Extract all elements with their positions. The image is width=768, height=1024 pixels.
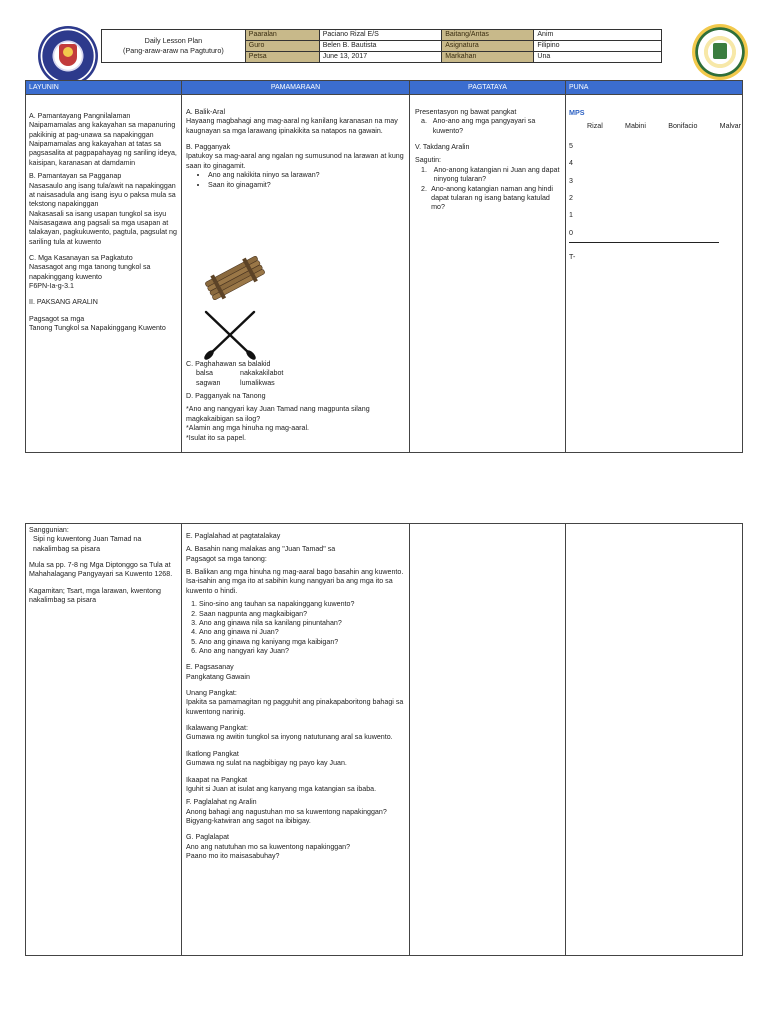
- list-item: • Saan ito ginagamit?: [208, 181, 406, 190]
- list-item: • Ano ang nakikita ninyo sa larawan?: [208, 171, 406, 180]
- procedure-text: *Alamin ang mga hinuha ng mag-aaral.: [186, 424, 310, 433]
- topic-text: Pagsagot sa mga: [29, 314, 85, 323]
- divider: [181, 80, 182, 453]
- paddles-image: [200, 308, 260, 362]
- procedure-text: Ipatukoy sa mag-aaral ang ngalan ng sumusunod na larawan at kung saan ito ginagamit.: [186, 152, 404, 170]
- group-heading: Ikalawang Pangkat:: [186, 724, 248, 733]
- vocabulary-word: sagwan: [196, 378, 221, 387]
- section-names-row: [569, 122, 741, 131]
- total-label: T-: [569, 253, 576, 262]
- title-line-1: Daily Lesson Plan: [144, 36, 203, 46]
- header-label: Guro: [245, 41, 319, 52]
- divider: [181, 523, 182, 956]
- group-heading: Ikatlong Pangkat: [186, 749, 239, 758]
- pamamaraan-content-lower: [186, 360, 406, 443]
- question-list: [186, 171, 406, 190]
- section-heading: F. Paglalahat ng Aralin: [186, 798, 257, 807]
- header-value: June 13, 2017: [319, 52, 442, 63]
- procedure-text: Anong bahagi ang nagustuhan mo sa kuwentong napakinggan? Bigyang-katwiran ang sagot na ibibigay.: [186, 807, 387, 825]
- vocabulary-row: [186, 379, 406, 388]
- list-item: 2. Saan nagpunta ang magkaibigan?: [199, 610, 406, 619]
- header-value: Filipino: [534, 41, 662, 52]
- group-heading: Unang Pangkat:: [186, 689, 237, 698]
- assessment-question: Ano-ano ang mga pangyayari sa kuwento?: [432, 117, 536, 135]
- assessment-text: Sagutin:: [415, 156, 442, 165]
- header-label: Paaralan: [245, 30, 319, 41]
- divider: [409, 80, 410, 453]
- header-table: [101, 29, 662, 63]
- list-item: 1. Sino-sino ang tauhan sa napakinggang kuwento?: [199, 600, 406, 609]
- title-line-2: (Pang-araw-araw na Pagtuturo): [123, 46, 224, 55]
- assessment-text: Presentasyon ng bawat pangkat: [415, 108, 517, 116]
- layunin-content: [29, 112, 177, 334]
- list-item: 5. Ano ang ginawa ng kaniyang mga kaibigan?: [199, 638, 406, 647]
- group-heading: Ikaapat na Pangkat: [186, 775, 248, 784]
- pamamaraan-content-page-2: [186, 532, 406, 861]
- homework-question: Ano-anong katangian ni Juan ang dapat ninyong tularan?: [433, 165, 560, 184]
- reference-text: Sipi ng kuwentong Juan Tamad na nakalimbag sa pisara: [33, 535, 142, 553]
- procedure-text: *Isulat ito sa papel.: [186, 433, 246, 442]
- divider: [25, 94, 743, 95]
- materials-text: Kagamitan; Tsart, mga larawan, kwentong nakalimbag sa pisara: [29, 586, 161, 605]
- section-heading: A. Balik-Aral: [186, 108, 226, 116]
- header-label: Markahan: [442, 52, 534, 63]
- score-label: 1: [569, 211, 573, 220]
- sanggunian-content: [29, 526, 177, 606]
- column-header-pagtataya: PAGTATAYA: [410, 81, 565, 94]
- section-heading: B. Pagganyak: [186, 143, 231, 152]
- header-label: Asignatura: [442, 41, 534, 52]
- procedure-text: *Ano ang nangyari kay Juan Tamad nang magpunta silang magkakaibigan sa ilog?: [186, 405, 370, 423]
- raft-image: [200, 252, 270, 304]
- reference-text: Mula sa pp. 7-8 ng Mga Diptonggo sa Tula at Mahahalagang Pangyayari sa Kuwento 1268.: [29, 561, 173, 579]
- section-heading: II. PAKSANG ARALIN: [29, 298, 98, 307]
- puna-content: [569, 108, 741, 262]
- pagtataya-content: [415, 108, 563, 213]
- competency-code: F6PN-Ia-g-3.1: [29, 282, 74, 291]
- score-label: 0: [569, 228, 573, 237]
- procedure-text: Pagsagot sa mga tanong:: [186, 554, 267, 563]
- column-header-puna: PUNA: [566, 81, 742, 94]
- section-heading: A. Pamantayang Pangnilalaman: [29, 112, 131, 120]
- procedure-text: Gumawa ng awitin tungkol sa inyong natutunang aral sa kuwento.: [186, 733, 393, 742]
- homework-question: Ano-anong katangian naman ang hindi dapat tularan ng isang batang katulad mo?: [431, 184, 553, 212]
- procedure-text: A. Basahin nang malakas ang "Juan Tamad" sa: [186, 545, 336, 554]
- procedure-text: Ano ang natutuhan mo sa kuwentong napakinggan?: [186, 842, 351, 851]
- mps-label: MPS: [569, 108, 585, 117]
- column-header-pamamaraan: PAMAMARAAN: [182, 81, 409, 94]
- section-heading: G. Paglalapat: [186, 833, 229, 842]
- procedure-text: Gumawa ng sulat na nagbibigay ng payo kay Juan.: [186, 759, 347, 768]
- procedure-text: Ipakita sa pamamagitan ng pagguhit ang pinakapaboritong bahagi sa kuwentong narinig.: [186, 698, 404, 716]
- school-seal-logo: [692, 24, 748, 80]
- section-name: Bonifacio: [668, 121, 698, 130]
- header-value: Paciano Rizal E/S: [319, 30, 442, 41]
- section-heading: Sanggunian:: [29, 526, 69, 534]
- section-heading: D. Pagganyak na Tanong: [186, 392, 266, 401]
- objective-text: Nasasagot ang mga tanong tungkol sa napakinggang kuwento: [29, 263, 151, 281]
- section-heading: C. Paghahawan sa balakid: [186, 360, 271, 368]
- vocabulary-row: [186, 369, 406, 378]
- procedure-text: Pangkatang Gawain: [186, 672, 250, 681]
- divider: [409, 523, 410, 956]
- procedure-text: Iguhit si Juan at isulat ang kanyang mga katangian sa ibaba.: [186, 784, 377, 793]
- score-label: 5: [569, 141, 573, 150]
- procedure-text: B. Balikan ang mga hinuha ng mag-aaral bago basahin ang kuwento. Isa-isahin ang mga ito at sabihin kung nangyari ba ang mga ito sa kuwento o hindi.: [186, 568, 404, 595]
- section-heading: C. Mga Kasanayan sa Pagkatuto: [29, 254, 133, 263]
- procedure-text: Hayaang magbahagi ang mag-aaral ng kanilang karanasan na may kaugnayan sa mga larawang ipinakikita sa natapos na gawain.: [186, 117, 398, 135]
- header-label: Petsa: [245, 52, 319, 63]
- list-item: 6. Ano ang nangyari kay Juan?: [199, 647, 406, 656]
- question-list: [186, 600, 406, 656]
- objective-text: Naipamamalas ang kakayahan sa mapanuring pakikinig at pag-unawa sa napakinggan: [29, 121, 176, 139]
- list-item: 4. Ano ang ginawa ni Juan?: [199, 628, 406, 637]
- score-label: 3: [569, 176, 573, 185]
- header-value: Una: [534, 52, 662, 63]
- homework-item: 1. Ano-anong katangian ni Juan ang dapat ninyong tularan?: [415, 166, 563, 185]
- lesson-plan-title: [102, 30, 246, 63]
- header-value: Belen B. Bautista: [319, 41, 442, 52]
- topic-text: Tanong Tungkol sa Napakinggang Kuwento: [29, 324, 166, 333]
- divider: [565, 523, 566, 956]
- score-label: 4: [569, 159, 573, 168]
- column-header-layunin: LAYUNIN: [26, 81, 181, 94]
- section-heading: E. Paglalahad at pagtatalakay: [186, 532, 281, 540]
- pamamaraan-content: [186, 108, 406, 190]
- section-name: Mabini: [625, 121, 646, 130]
- section-heading: V. Takdang Aralin: [415, 143, 470, 152]
- divider: [565, 80, 566, 453]
- deped-seal-logo: [38, 26, 98, 86]
- list-item: 3. Ano ang ginawa nila sa kanilang pinuntahan?: [199, 619, 406, 628]
- score-label: 2: [569, 193, 573, 202]
- section-heading: B. Pamantayan sa Pagganap: [29, 172, 122, 181]
- section-heading: E. Pagsasanay: [186, 663, 234, 672]
- procedure-text: Paano mo ito maisasabuhay?: [186, 852, 280, 861]
- objective-text: Nasasaulo ang isang tula/awit na napakinggan at naisasadula ang isang isyu o paksa mula sa tekstong napakinggan: [29, 181, 176, 209]
- vocabulary-word: balsa: [196, 369, 213, 378]
- homework-item: 2. Ano-anong katangian naman ang hindi dapat tularan ng isang batang katulad mo?: [415, 185, 563, 213]
- section-name: Rizal: [587, 121, 603, 130]
- header-value: Anim: [534, 30, 662, 41]
- header-label: Baitang/Antas: [442, 30, 534, 41]
- objective-text: Nakasasali sa isang usapan tungkol sa isyu: [29, 209, 167, 218]
- vocabulary-word: lumalikwas: [240, 378, 275, 387]
- vocabulary-word: nakakakilabot: [240, 369, 284, 378]
- objective-text: Naipamamalas ang kakayahan at tatas sa pagsasalita at pagpapahayag ng sariling ideya, kaisipan, karanasan at damdamin: [29, 140, 177, 167]
- section-name: Malvar: [719, 121, 741, 130]
- total-underline: [569, 242, 719, 243]
- objective-text: Naisasagawa ang pagsali sa mga usapan at talakayan, pagkukuwento, pagtula, pagsulat ng sariling tula at kuwento: [29, 218, 177, 246]
- assessment-item: a. Ano-ano ang mga pangyayari sa kuwento?: [415, 117, 563, 136]
